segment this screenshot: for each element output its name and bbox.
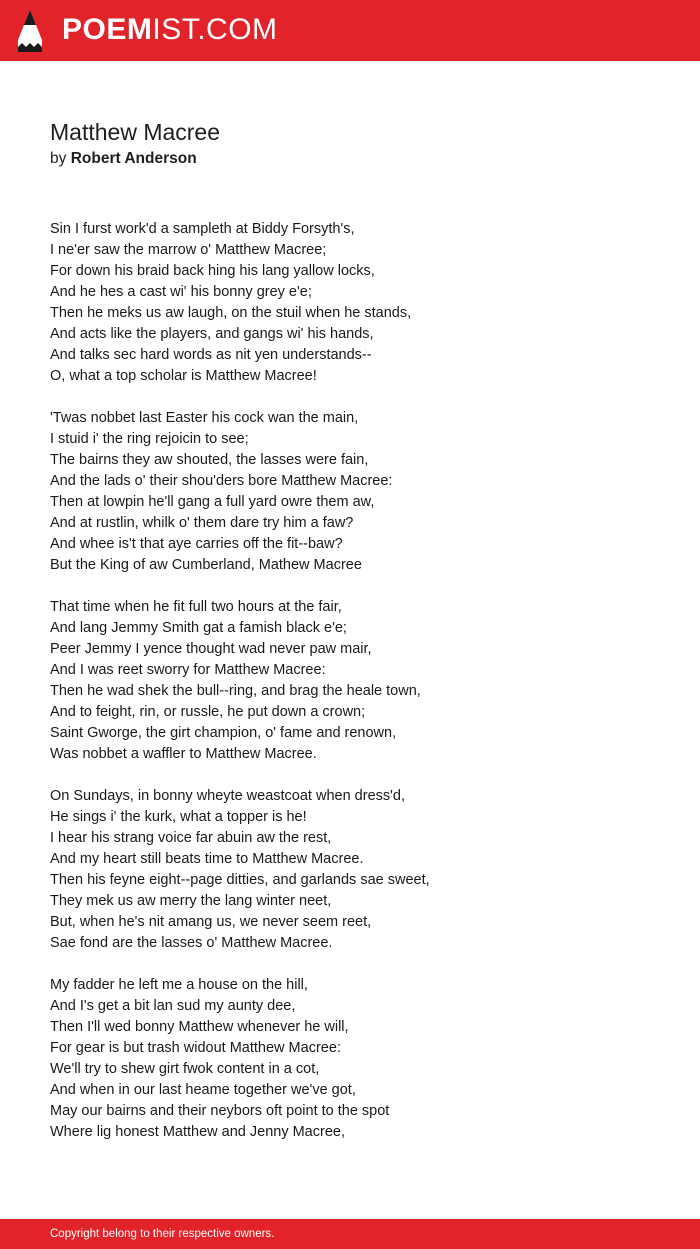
poem-line: Then his feyne eight--page ditties, and garlands sae sweet, [50, 872, 430, 888]
copyright-text: Copyright belong to their respective owners. [50, 1228, 275, 1240]
poem-line: I stuid i' the ring rejoicin to see; [50, 431, 249, 447]
poem-line: That time when he fit full two hours at the fair, [50, 599, 342, 615]
poem-line: Then he meks us aw laugh, on the stuil when he stands, [50, 305, 412, 321]
poem-line: And acts like the players, and gangs wi' his hands, [50, 326, 374, 342]
poem-line: And to feight, rin, or russle, he put down a crown; [50, 704, 366, 720]
poem-line: For gear is but trash widout Matthew Macree: [50, 1040, 341, 1056]
poem-line: Where lig honest Matthew and Jenny Macree, [50, 1124, 345, 1140]
byline [50, 149, 197, 169]
poem-line: I hear his strang voice far abuin aw the rest, [50, 830, 332, 846]
poem-line: But the King of aw Cumberland, Mathew Macree [50, 557, 362, 573]
poem-line: And talks sec hard words as nit yen understands-- [50, 347, 372, 363]
poem-line: And when in our last heame together we've got, [50, 1082, 356, 1098]
poem-line: And I was reet sworry for Matthew Macree: [50, 662, 326, 678]
poem-line: My fadder he left me a house on the hill, [50, 977, 308, 993]
site-header [0, 0, 700, 61]
stanza [50, 786, 650, 954]
site-footer [0, 1219, 700, 1249]
poem-line: And whee is't that aye carries off the fit--baw? [50, 536, 343, 552]
poem-line: Saint Gworge, the girt champion, o' fame and renown, [50, 725, 397, 741]
poem-line: The bairns they aw shouted, the lasses were fain, [50, 452, 369, 468]
poem-line: But, when he's nit amang us, we never seem reet, [50, 914, 372, 930]
stanza [50, 219, 650, 387]
poem-line: He sings i' the kurk, what a topper is he! [50, 809, 307, 825]
by-label: by [50, 150, 67, 167]
poem-title: Matthew Macree [50, 119, 221, 145]
logo-light-text: IST.COM [152, 13, 278, 46]
poem-line: O, what a top scholar is Matthew Macree! [50, 368, 317, 384]
poem-line: On Sundays, in bonny wheyte weastcoat when dress'd, [50, 788, 406, 804]
stanza [50, 408, 650, 576]
poem-line: Then I'll wed bonny Matthew whenever he will, [50, 1019, 349, 1035]
poem-line: 'Twas nobbet last Easter his cock wan the main, [50, 410, 359, 426]
poem-body [50, 219, 650, 1164]
author-name: Robert Anderson [70, 150, 197, 167]
poem-line: I ne'er saw the marrow o' Matthew Macree; [50, 242, 327, 258]
poem-line: May our bairns and their neybors oft point to the spot [50, 1103, 390, 1119]
poem-line: Sin I furst work'd a sampleth at Biddy Forsyth's, [50, 221, 355, 237]
poem-line: For down his braid back hing his lang yallow locks, [50, 263, 375, 279]
stanza [50, 975, 650, 1143]
poem-line: Then he wad shek the bull--ring, and brag the heale town, [50, 683, 421, 699]
logo-bold-text: POEM [62, 13, 153, 46]
poem-line: And lang Jemmy Smith gat a famish black e'e; [50, 620, 347, 636]
site-logo[interactable] [62, 12, 278, 48]
poem-line: And my heart still beats time to Matthew Macree. [50, 851, 364, 867]
poem-line: They mek us aw merry the lang winter neet, [50, 893, 332, 909]
poem-line: Was nobbet a waffler to Matthew Macree. [50, 746, 317, 762]
poem-line: And at rustlin, whilk o' them dare try him a faw? [50, 515, 354, 531]
poem-line: And the lads o' their shou'ders bore Matthew Macree: [50, 473, 393, 489]
poem-line: Peer Jemmy I yence thought wad never paw mair, [50, 641, 372, 657]
poem-line: We'll try to shew girt fwok content in a cot, [50, 1061, 320, 1077]
poem-line: And I's get a bit lan sud my aunty dee, [50, 998, 296, 1014]
stanza [50, 597, 650, 765]
poem-line: Then at lowpin he'll gang a full yard owre them aw, [50, 494, 375, 510]
pencil-icon[interactable] [17, 10, 43, 52]
poem-line: Sae fond are the lasses o' Matthew Macree. [50, 935, 333, 951]
poem-line: And he hes a cast wi' his bonny grey e'e; [50, 284, 312, 300]
